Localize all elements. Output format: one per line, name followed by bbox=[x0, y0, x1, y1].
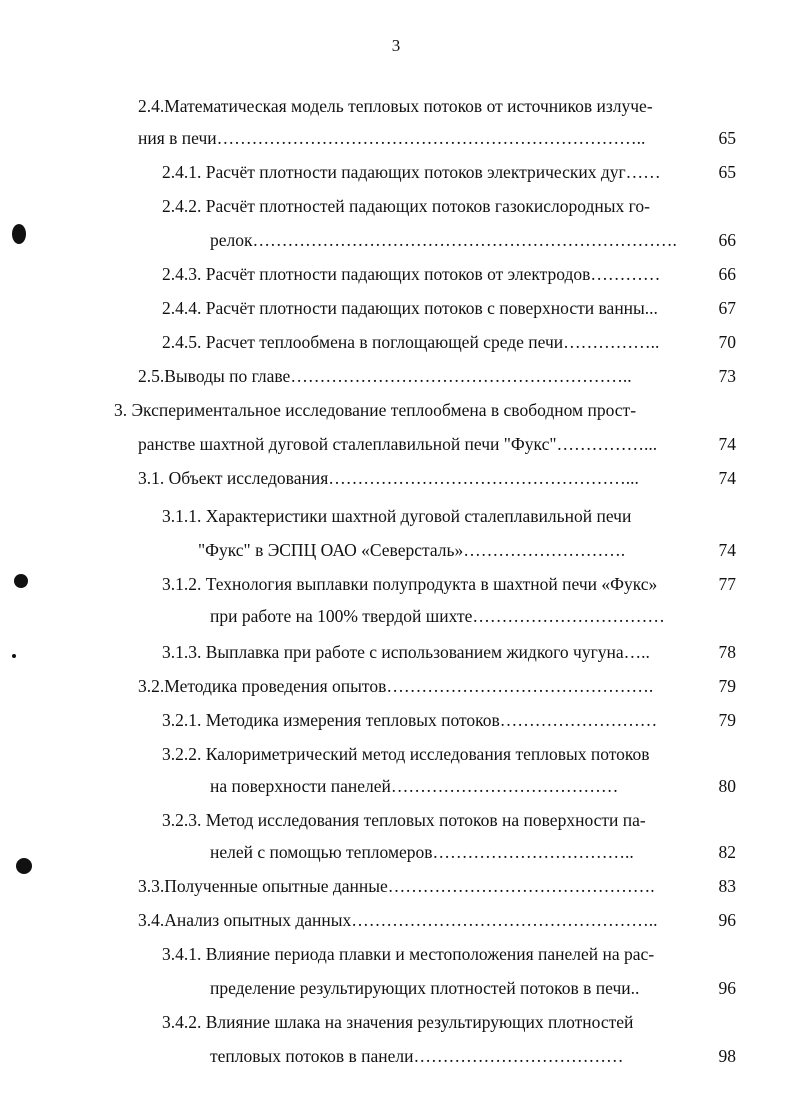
toc-3-2-2-line-2: на поверхности панелей………………………………… bbox=[210, 776, 619, 796]
toc-2-4-2-page: 66 bbox=[718, 230, 736, 250]
toc-3-line-1: 3. Экспериментальное исследование теплообмена в свободном прост- bbox=[114, 400, 637, 420]
toc-3-4-1-line-2: пределение результирующих плотностей потоков в печи.. bbox=[210, 978, 640, 998]
toc-2-4-line-1: 2.4.Математическая модель тепловых потоков от источников излуче- bbox=[138, 96, 653, 116]
toc-3-2-2-line-1: 3.2.2. Калориметрический метод исследования тепловых потоков bbox=[162, 744, 650, 764]
toc-2-4-2-line-2: релок………………………………………………………………. bbox=[210, 230, 677, 250]
toc-3-4-2-page: 98 bbox=[718, 1046, 736, 1066]
toc-3-3-page: 83 bbox=[718, 876, 736, 896]
toc-2-4-1: 2.4.1. Расчёт плотности падающих потоков электрических дуг…… bbox=[162, 162, 661, 182]
toc-2-5: 2.5.Выводы по главе………………………………………………….. bbox=[138, 366, 632, 386]
punch-hole-mark bbox=[16, 858, 32, 874]
punch-hole-mark bbox=[12, 224, 26, 244]
toc-3-4-1-line-1: 3.4.1. Влияние периода плавки и местоположения панелей на рас- bbox=[162, 944, 655, 964]
toc-3-1-1-line-1: 3.1.1. Характеристики шахтной дуговой сталеплавильной печи bbox=[162, 506, 632, 526]
toc-3-1: 3.1. Объект исследования……………………………………………... bbox=[138, 468, 639, 488]
toc-3-4-2-line-1: 3.4.2. Влияние шлака на значения результирующих плотностей bbox=[162, 1012, 634, 1032]
scan-speck bbox=[12, 654, 16, 658]
toc-3-4-page: 96 bbox=[718, 910, 736, 930]
toc-3-1-2-page: 77 bbox=[718, 574, 736, 594]
toc-3-1-2-line-2: при работе на 100% твердой шихте…………………………… bbox=[210, 606, 665, 626]
punch-hole-mark bbox=[14, 574, 28, 588]
toc-2-4-4: 2.4.4. Расчёт плотности падающих потоков с поверхности ванны... bbox=[162, 298, 658, 318]
toc-2-4-1-page: 65 bbox=[718, 162, 736, 182]
toc-3-4: 3.4.Анализ опытных данных…………………………………………….. bbox=[138, 910, 658, 930]
toc-3-2-3-line-1: 3.2.3. Метод исследования тепловых потоков на поверхности па- bbox=[162, 810, 646, 830]
page-number: 3 bbox=[391, 36, 401, 55]
toc-2-4-5: 2.4.5. Расчет теплообмена в поглощающей среде печи…………….. bbox=[162, 332, 660, 352]
toc-3-1-3: 3.1.3. Выплавка при работе с использованием жидкого чугуна….. bbox=[162, 642, 650, 662]
toc-2-4-4-page: 67 bbox=[718, 298, 736, 318]
toc-3-1-1-line-2: "Фукс" в ЭСПЦ ОАО «Северсталь»………………………. bbox=[198, 540, 626, 560]
toc-3-1-2-line-1: 3.1.2. Технология выплавки полупродукта в шахтной печи «Фукс» bbox=[162, 574, 658, 594]
toc-3-2-3-line-2: нелей с помощью тепломеров…………………………….. bbox=[210, 842, 634, 862]
toc-2-4-3: 2.4.3. Расчёт плотности падающих потоков от электродов………… bbox=[162, 264, 661, 284]
toc-3-2-3-page: 82 bbox=[718, 842, 736, 862]
toc-3-1-1-page: 74 bbox=[718, 540, 736, 560]
toc-2-4-2-line-1: 2.4.2. Расчёт плотностей падающих потоков газокислородных го- bbox=[162, 196, 650, 216]
toc-3-4-2-line-2: тепловых потоков в панели……………………………… bbox=[210, 1046, 624, 1066]
toc-2-4-line-2: ния в печи……………………………………………………………….. bbox=[138, 128, 646, 148]
toc-3-2-1: 3.2.1. Методика измерения тепловых потоков……………………… bbox=[162, 710, 658, 730]
toc-3-3: 3.3.Полученные опытные данные………………………………………. bbox=[138, 876, 655, 896]
toc-3-4-1-page: 96 bbox=[718, 978, 736, 998]
toc-3-2-page: 79 bbox=[718, 676, 736, 696]
toc-2-4-3-page: 66 bbox=[718, 264, 736, 284]
toc-3-line-2: ранстве шахтной дуговой сталеплавильной печи "Фукс"……………... bbox=[138, 434, 658, 454]
toc-3-1-page: 74 bbox=[718, 468, 736, 488]
toc-2-4-5-page: 70 bbox=[718, 332, 736, 352]
toc-3-1-3-page: 78 bbox=[718, 642, 736, 662]
toc-3-2-2-page: 80 bbox=[718, 776, 736, 796]
toc-3-2-1-page: 79 bbox=[718, 710, 736, 730]
toc-2-5-page: 73 bbox=[718, 366, 736, 386]
toc-3-page: 74 bbox=[718, 434, 736, 454]
toc-2-4-page: 65 bbox=[718, 128, 736, 148]
toc-3-2: 3.2.Методика проведения опытов………………………………………. bbox=[138, 676, 654, 696]
